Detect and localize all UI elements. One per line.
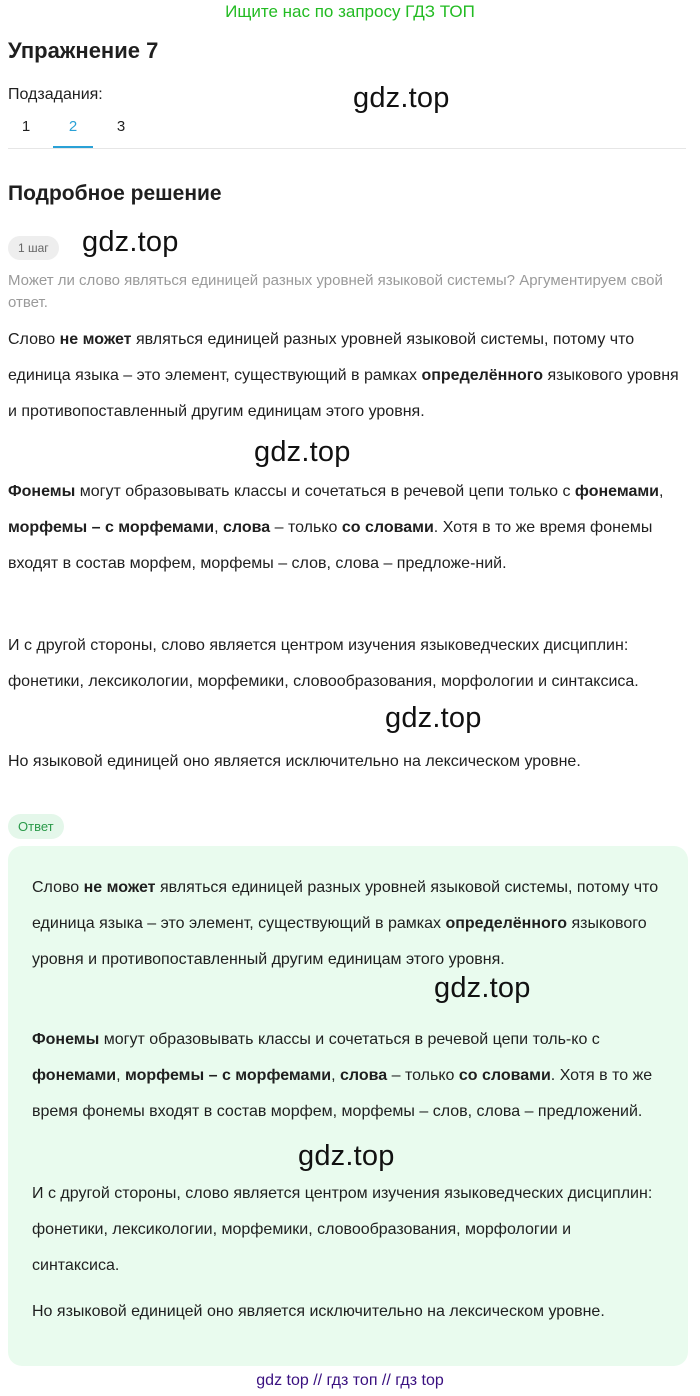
solution-paragraph-1: Слово не может являться единицей разных уровней языковой системы, потому что единица языка – это элемент, существующий в рамках определённого языкового уровня и противопоставленный другим единицам этого уровня. — [8, 331, 679, 420]
tab-3[interactable]: 3 — [116, 118, 126, 135]
answer-badge: Ответ — [8, 814, 64, 839]
watermark: gdz.top — [82, 226, 179, 258]
answer-paragraph-2: Фонемы могут образовывать классы и сочетаться в речевой цепи толь-ко с фонемами, морфемы – с морфемами, слова – только со словами. Хотя в то же время фонемы входят в состав морфем, морфемы – слов, слова – предложений. — [32, 1031, 653, 1120]
exercise-title: Упражнение 7 — [8, 38, 159, 63]
top-banner[interactable]: Ищите нас по запросу ГДЗ ТОП — [225, 2, 475, 21]
answer-paragraph-3: И с другой стороны, слово является центром изучения языковедческих дисциплин: фонетики, лексикологии, морфемики, словообразования, морфологии и синтаксиса. — [32, 1185, 653, 1274]
tab-1[interactable]: 1 — [21, 118, 31, 135]
watermark: gdz.top — [434, 972, 531, 1004]
solution-paragraph-3: И с другой стороны, слово является центром изучения языковедческих дисциплин: фонетики, лексикологии, морфемики, словообразования, морфологии и синтаксиса. — [8, 637, 639, 690]
watermark: gdz.top — [298, 1140, 395, 1172]
answer-paragraph-4: Но языковой единицей оно является исключительно на лексическом уровне. — [32, 1303, 605, 1320]
tab-2[interactable]: 2 — [53, 118, 93, 148]
step-badge: 1 шаг — [8, 236, 59, 260]
footer-links[interactable]: gdz top // гдз топ // гдз top — [256, 1372, 444, 1389]
subtasks-label: Подзадания: — [8, 86, 103, 103]
watermark: gdz.top — [353, 82, 450, 114]
answer-paragraph-1: Слово не может являться единицей разных уровней языковой системы, потому что единица языка – это элемент, существующий в рамках определённого языкового уровня и противопоставленный другим единицам этого уровня. — [32, 879, 659, 968]
solution-paragraph-2: Фонемы могут образовывать классы и сочетаться в речевой цепи только с фонемами, морфемы – с морфемами, слова – только со словами. Хотя в то же время фонемы входят в состав морфем, морфемы – слов, слова – предложе-ний. — [8, 483, 664, 572]
solution-title: Подробное решение — [8, 182, 222, 205]
watermark: gdz.top — [385, 702, 482, 734]
question-text: Может ли слово являться единицей разных уровней языковой системы? Аргументируем свой ответ. — [8, 272, 663, 311]
watermark: gdz.top — [254, 436, 351, 468]
subtask-tabs — [8, 110, 686, 149]
solution-paragraph-4: Но языковой единицей оно является исключительно на лексическом уровне. — [8, 753, 581, 770]
